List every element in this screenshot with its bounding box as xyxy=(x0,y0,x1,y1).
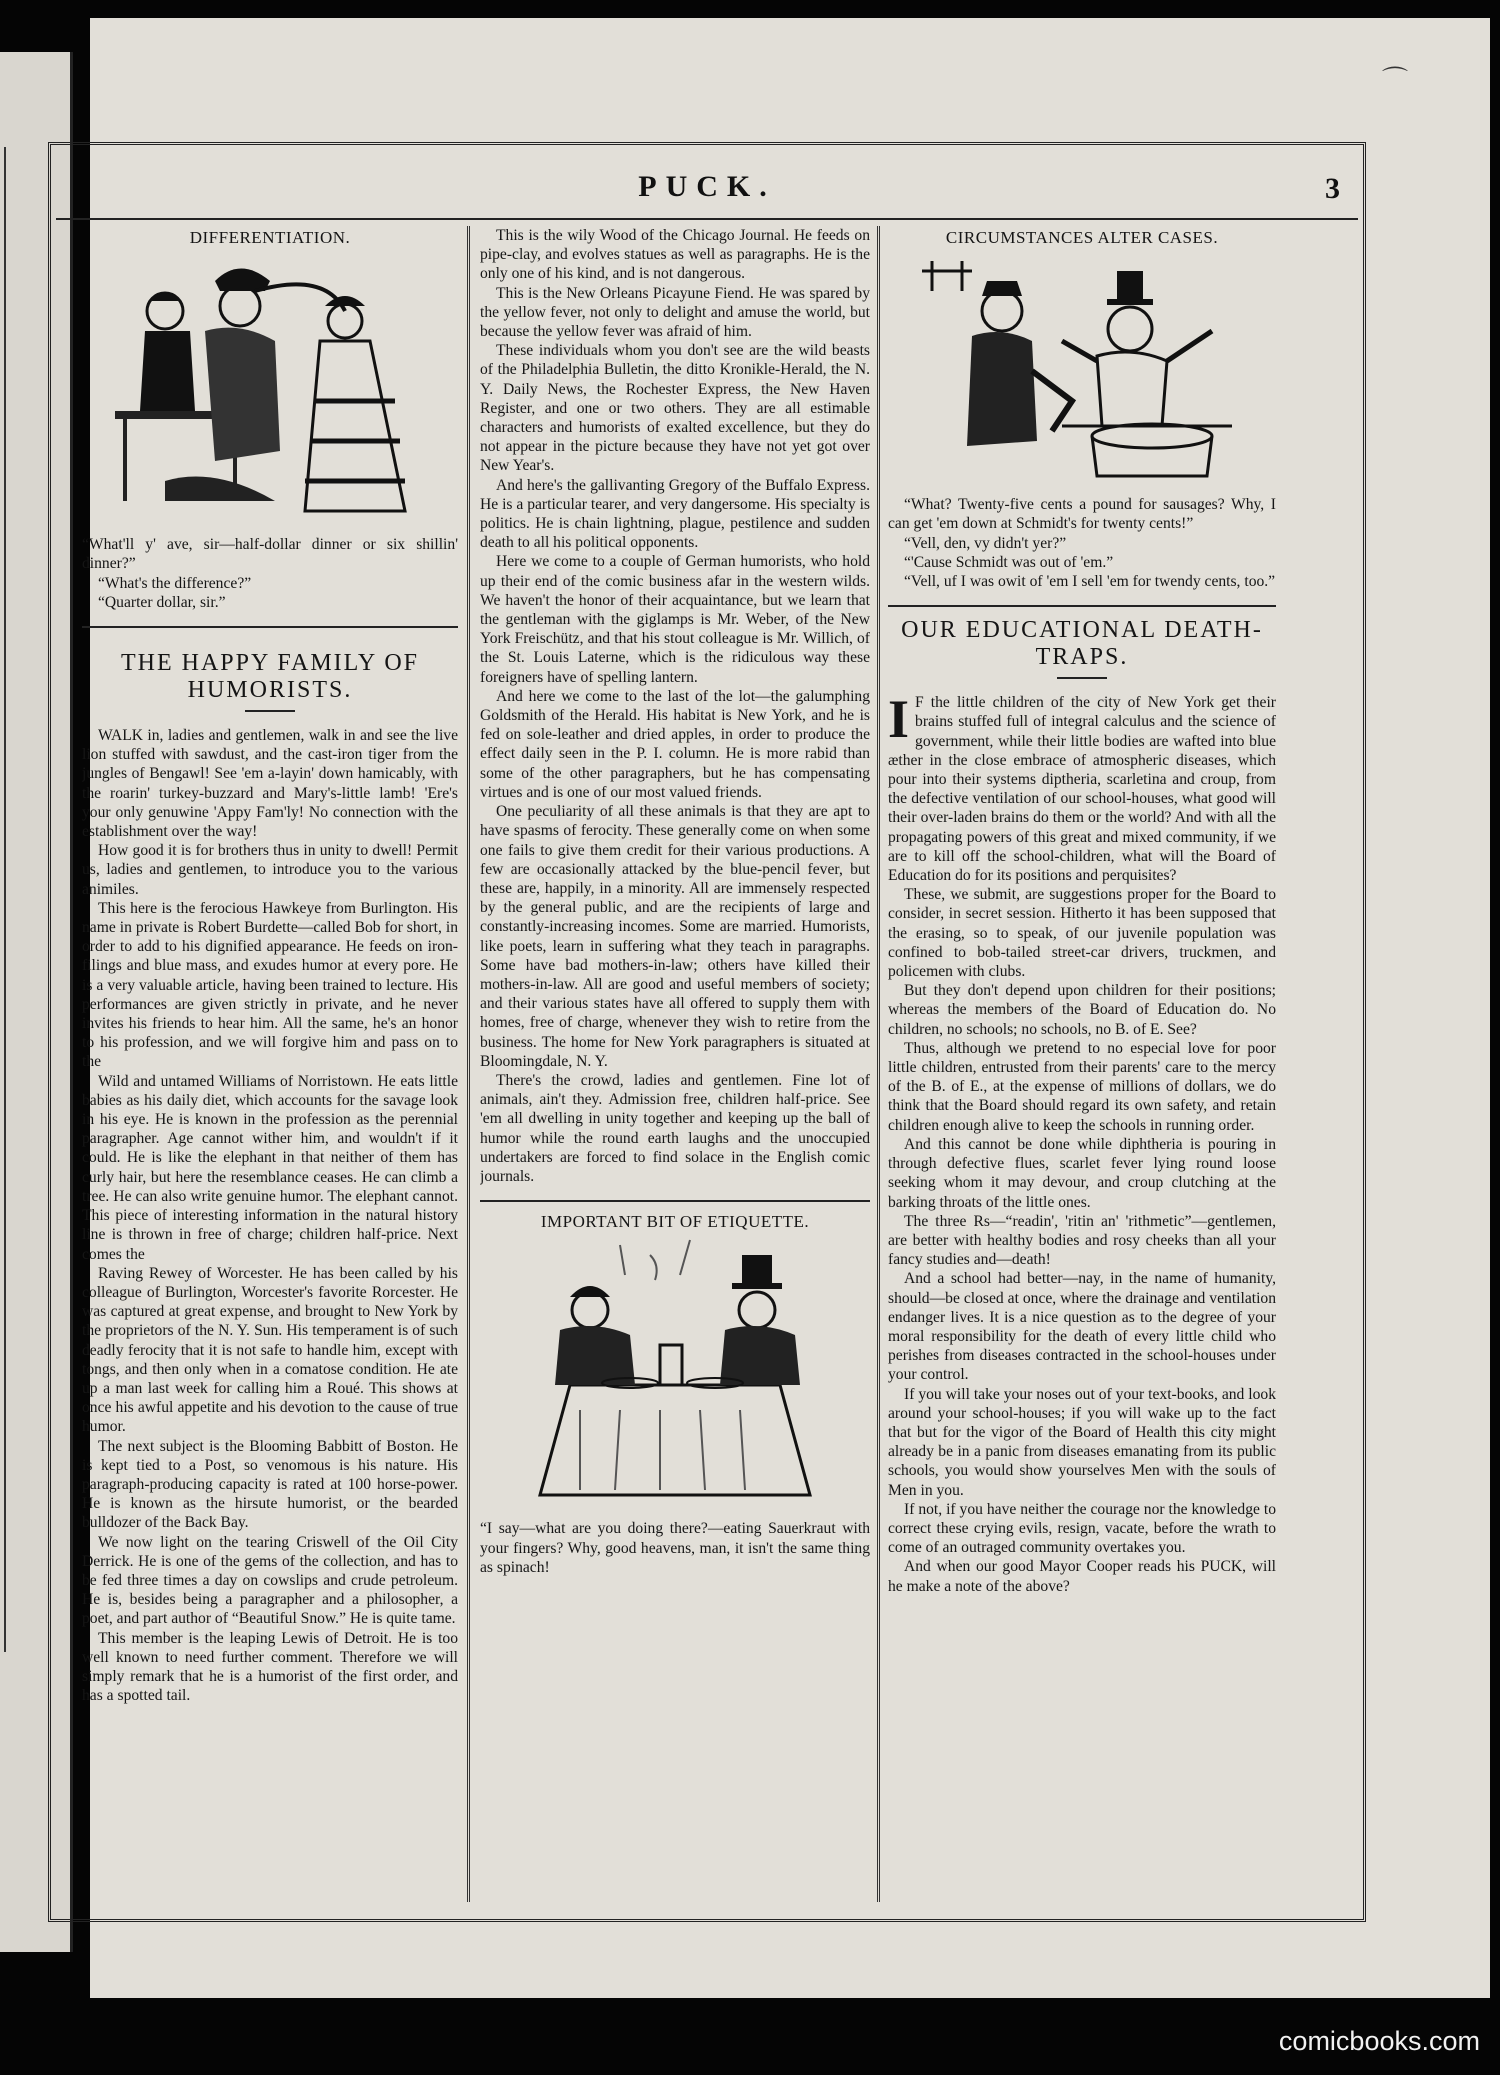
section-rule xyxy=(888,605,1276,607)
cartoon-dialog xyxy=(888,495,1276,591)
cartoon-caption: “I say—what are you doing there?—eating Sauerkraut with your fingers? Why, good heavens, man, it isn't the same thing as spinach! xyxy=(480,1520,870,1576)
article-paragraph: But they don't depend upon children for their positions; whereas the members of the Board of Education do. No children, no schools; no schools, no B. of E. See? xyxy=(888,982,1276,1038)
article-paragraph: And this cannot be done while diphtheria is pouring in through defective flues, scarlet fever lying round loose seeking whom it may devour, and croup clutching at the barking throats of the little ones. xyxy=(888,1135,1276,1211)
cartoon-title: CIRCUMSTANCES ALTER CASES. xyxy=(945,228,1219,247)
dialog-line: “What'll y' ave, sir—half-dollar dinner or six shillin' dinner?” xyxy=(82,536,458,573)
dialog-line: “Quarter dollar, sir.” xyxy=(98,593,226,611)
article-paragraph: This member is the leaping Lewis of Detroit. He is too well known to need further comment. Therefore we will simply remark that he is a humorist of the first order, and has a spotted tail. xyxy=(82,1629,458,1705)
column-middle xyxy=(480,226,870,1902)
article-paragraph: Raving Rewey of Worcester. He has been called by his colleague of Burlington, Worcester's favorite Rorcester. He was captured at great expense, and brought to New York by the proprietors of the N. Y. Sun. His temperament is of such deadly ferocity that it is not safe to handle him, except with tongs, and then only when in a comatose condition. He ate up a man last week for calling him a Roué. This shows at once his awful appetite and his devotion to the cause of true humor. xyxy=(82,1264,458,1436)
article-paragraph: WALK in, ladies and gentlemen, walk in and see the live lion stuffed with sawdust, and the cast-iron tiger from the jungles of Bengawl! See 'em a-layin' down hamicably, with the roarin' turkey-buzzard and Mary's-little lamb! 'Ere's your only genuwine 'Appy Fam'ly! No connection with the establishment over the way! xyxy=(82,727,458,841)
article-title: THE HAPPY FAMILY OF HUMORISTS. xyxy=(120,650,420,704)
masthead-title: PUCK. xyxy=(638,170,776,203)
cartoon-dialog xyxy=(82,535,458,612)
article-paragraph: This here is the ferocious Hawkeye from Burlington. His name in private is Robert Burdette—called Bob for short, in order to add to his dignified appearance. He feeds on iron-filings and blue mass, and exudes humor at every pore. He is a very valuable article, having been trained to lecture. His performances are given strictly in private, and he never invites his friends to hear him. All the same, he's an honor to his profession, and we will forgive him and pass on to the xyxy=(82,899,458,1071)
page-corner-mark: ⌒ xyxy=(1382,66,1409,95)
dialog-line: “Vell, uf I was owit of 'em I sell 'em for twendy cents, too.” xyxy=(904,573,1276,591)
article-paragraph: The three Rs—“readin', 'ritin an' 'rithmetic”—gentlemen, are better with healthy bodies and rosy cheeks than all your fancy studies and—death! xyxy=(888,1212,1276,1269)
title-rule xyxy=(245,710,295,712)
article-paragraph: This is the New Orleans Picayune Fiend. He was spared by the yellow fever, not only to delight and amuse the world, but because the yellow fever was afraid of him. xyxy=(480,284,870,341)
article-paragraph: Wild and untamed Williams of Norristown. He eats little babies as his daily diet, which accounts for the savage look in his eye. He is known in the profession as the perennial paragrapher. Age cannot wither him, and wouldn't if it could. He is like the elephant in that neither of them has curly hair, but here the resemblance ceases. He can climb a tree. He can also write genuine humor. The elephant cannot. This piece of interesting information in the natural history line is thrown in free of charge; children half-price. Next comes the xyxy=(82,1072,458,1263)
article-paragraph: One peculiarity of all these animals is that they are apt to have spasms of ferocity. These generally come on when some one fails to give them credit for their various productions. A few are occasionally attacked by the blue-pencil fever, but these are, happily, in a minority. All are immensely respected by the general public, and are the recipients of large and constantly-increasing incomes. Some are married. Humorists, like poets, learn in suffering what they teach in paragraphs. Some have bad mothers-in-law; others have killed their mothers-in-law. All are good and useful members of society; and their various states have all offered to supply them with homes, free of charge, whenever they wish to retire from the business. The home for New York paragraphers is situated at Bloomingdale, N. Y. xyxy=(480,803,870,1070)
article-paragraph: And here we come to the last of the lot—the galumphing Goldsmith of the Herald. His habitat is New York, and he is fed on sole-leather and dried apples, in order to produce the effect daily seen in the P. I. column. He is more rabid than some of the other paragraphers, but he has compensating virtues and is one of our most valued friends. xyxy=(480,687,870,801)
article-paragraph: These individuals whom you don't see are the wild beasts of the Philadelphia Bulletin, the ditto Kronikle-Herald, the N. Y. Daily News, the Rochester Express, the New Haven Register, and one or two others. They are all estimable characters and humorists of exalted excellence, but they do not appear in the picture because they have not yet got over New Year's. xyxy=(480,342,870,475)
column-divider xyxy=(467,226,470,1902)
drop-cap: I xyxy=(888,689,910,750)
cartoon-illustration-circumstances xyxy=(912,251,1252,481)
article-paragraph: If you will take your noses out of your text-books, and look around your school-houses; if you will wake up to the fact that but for the vigor of the Board of Health this city might already be in a panic from diseases emanating from its public schools, you would show yourselves Men with the souls of Men in you. xyxy=(888,1385,1276,1499)
column-divider xyxy=(877,226,880,1902)
column-right xyxy=(888,226,1276,1902)
dialog-line: “What's the difference?” xyxy=(98,574,252,592)
section-rule xyxy=(82,626,458,628)
article-paragraph: These, we submit, are suggestions proper for the Board to consider, in secret session. Hitherto it has been supposed that the erasing, so to speak, of our juvenile population was confined to bob-tailed street-car drivers, truckmen, and policemen with clubs. xyxy=(888,886,1276,981)
watermark-text: comicbooks.com xyxy=(1278,2026,1480,2056)
article-paragraph: And here's the gallivanting Gregory of the Buffalo Express. He is a particular tearer, and very dangersome. His specialty is politics. He is chain lightning, plague, pestilence and sudden death to all his political opponents. xyxy=(480,476,870,552)
cartoon-illustration-differentiation xyxy=(105,251,435,521)
cartoon-title: DIFFERENTIATION. xyxy=(189,228,351,247)
article-paragraph: We now light on the tearing Criswell of the Oil City Derrick. He is one of the gems of the collection, and has to be fed three times a day on cowslips and crude petroleum. He is, besides being a paragrapher and a philosopher, a poet, and part author of “Beautiful Snow.” He is quite tame. xyxy=(82,1533,458,1628)
dialog-line: “Vell, den, vy didn't yer?” xyxy=(904,534,1067,552)
dialog-line: “'Cause Schmidt was out of 'em.” xyxy=(904,553,1114,571)
article-paragraph: This is the wily Wood of the Chicago Journal. He feeds on pipe-clay, and evolves statues as well as paragraphs. He is the only one of his kind, and is not dangerous. xyxy=(480,227,870,283)
masthead-rule xyxy=(56,218,1358,220)
section-rule xyxy=(480,1200,870,1202)
cartoon-title: IMPORTANT BIT OF ETIQUETTE. xyxy=(540,1212,810,1232)
cartoon-illustration-etiquette xyxy=(510,1235,840,1505)
article-title: OUR EDUCATIONAL DEATH-TRAPS. xyxy=(901,617,1263,671)
page-number: 3 xyxy=(1325,172,1340,205)
column-left xyxy=(82,226,458,1902)
article-paragraph: The next subject is the Blooming Babbitt of Boston. He is kept tied to a Post, so venomous is his nature. His paragraph-producing capacity is rated at 100 horse-power. He is known as the hirsute humorist, or the bearded bulldozer of the Back Bay. xyxy=(82,1437,458,1532)
article-paragraph: Here we come to a couple of German humorists, who hold up their end of the comic business afar in the western wilds. We haven't the honor of their acquaintance, but we learn that the gentleman with the giglamps is Mr. Weber, of the New York Freischütz, and that his stout colleague is Mr. Willich, of the St. Louis Laterne, which is the ridiculous way these foreigners have of spelling lantern. xyxy=(480,553,870,686)
article-paragraph: How good it is for brothers thus in unity to dwell! Permit us, ladies and gentlemen, to introduce you to the various animiles. xyxy=(82,842,458,898)
article-paragraph: If not, if you have neither the courage nor the knowledge to correct these crying evils, resign, vacate, before the wrath to come of an outraged community overtakes you. xyxy=(888,1500,1276,1557)
article-first-paragraph xyxy=(888,689,1276,885)
article-paragraph: And when our good Mayor Cooper reads his PUCK, will he make a note of the above? xyxy=(888,1558,1276,1595)
article-paragraph: And a school had better—nay, in the name of humanity, should—be closed at once, where the drainage and ventilation endanger lives. It is a nice question as to the degree of your moral responsibility for the death of every little child who perishes from diseases contracted in the school-houses under your control. xyxy=(888,1270,1276,1384)
article-paragraph: Thus, although we pretend to no especial love for poor little children, entrusted from their parents' care to the mercy of the B. of E., at the expense of millions of dollars, we do think that the Board should regard its own safety, and retain children enough alive to keep the schools in running order. xyxy=(888,1039,1276,1134)
article-paragraph: There's the crowd, ladies and gentlemen. Fine lot of animals, ain't they. Admission free, children half-price. See 'em all dwelling in unity together and keeping up the ball of humor while the round earth laughs and the unoccupied undertakers are forced to find solace in the English comic journals. xyxy=(480,1071,870,1185)
article-paragraph-text: F the little children of the city of New York get their brains stuffed full of integral calculus and the science of government, while their little bodies are wafted into blue æther in the close embrace of atmospheric diseases, which pour into their systems diptheria, scarletina and croup, from the defective ventilation of our school-houses, what good will their over-laden brains do them or the world? And with all the propagating powers of this great and mixed community, if we are to kill off the school-children, what will the Board of Education do for its positions and perquisites? xyxy=(888,694,1276,885)
title-rule xyxy=(1057,677,1107,679)
dialog-line: “What? Twenty-five cents a pound for sausages? Why, I can get 'em down at Schmidt's for twenty cents!” xyxy=(888,496,1276,533)
